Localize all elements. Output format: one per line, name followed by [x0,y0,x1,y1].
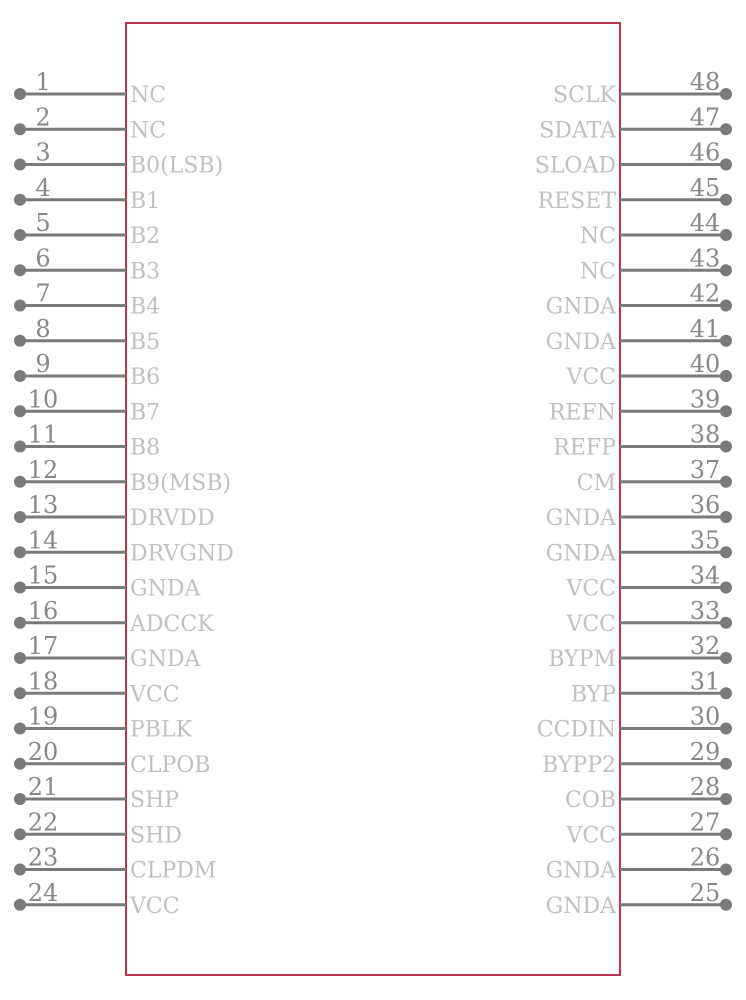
pin-endpoint-dot [720,687,732,699]
pin-endpoint-dot [720,476,732,488]
pin-number: 44 [689,209,721,237]
pin-number: 43 [689,244,721,273]
pin-number: 37 [689,455,721,484]
pin-endpoint-dot [14,88,26,100]
pin-number: 8 [35,314,51,343]
pin-number: 35 [689,526,721,555]
pin-10 [14,385,160,425]
pin-30 [537,703,732,743]
pin-name-label: CCDIN [536,717,616,743]
pin-40 [565,350,732,390]
pin-endpoint-dot [720,405,732,417]
pin-9 [14,350,160,390]
pin-endpoint-dot [720,335,732,347]
pin-number: 9 [35,350,51,378]
pin-endpoint-dot [720,88,732,100]
pin-endpoint-dot [720,123,732,135]
pin-endpoint-dot [720,511,732,523]
pin-33 [565,597,732,637]
pin-17 [14,632,201,672]
pin-35 [546,526,732,566]
pin-number: 21 [27,773,59,801]
pin-26 [546,844,732,884]
pin-name-label: B4 [130,294,161,320]
pin-endpoint-dot [14,194,26,206]
pin-12 [14,456,231,496]
pin-name-label: SDATA [539,118,616,144]
pin-number: 29 [689,737,721,766]
pin-number: 11 [27,420,59,449]
pin-endpoint-dot [720,300,732,312]
pin-number: 4 [35,173,51,202]
pin-name-label: BYPM [548,647,616,672]
pin-endpoint-dot [720,546,732,558]
pin-name-label: NC [579,224,616,249]
pin-name-label: GNDA [545,294,616,320]
pin-endpoint-dot [14,617,26,629]
pin-name-label: GNDA [130,576,201,602]
pin-16 [14,597,214,637]
pin-21 [14,773,179,813]
pin-6 [14,244,160,284]
pin-number: 20 [27,737,59,766]
pin-endpoint-dot [14,229,26,241]
pin-endpoint-dot [720,828,732,840]
pin-number: 23 [27,843,59,872]
pin-endpoint-dot [720,758,732,770]
pin-38 [553,421,732,461]
pin-endpoint-dot [14,123,26,135]
pin-44 [580,209,732,249]
pin-endpoint-dot [14,441,26,453]
pin-number: 38 [689,420,721,449]
pin-22 [14,808,182,848]
pin-endpoint-dot [14,652,26,664]
pin-name-label: ADCCK [130,611,214,637]
pin-endpoint-dot [14,758,26,770]
pin-endpoint-dot [720,582,732,594]
pin-number: 34 [689,561,721,590]
pin-number: 1 [35,68,51,96]
right-pin-column [535,68,732,919]
pin-number: 2 [35,103,51,132]
pin-number: 47 [689,103,721,132]
pin-number: 26 [689,843,721,872]
pin-endpoint-dot [720,229,732,241]
pin-25 [546,879,732,919]
left-pin-column [14,68,234,919]
pin-41 [546,315,732,355]
pin-name-label: GNDA [545,858,616,884]
pin-name-label: RESET [537,188,616,214]
pin-name-label: NC [130,83,167,108]
pin-48 [553,68,732,108]
pin-name-label: B7 [130,400,161,426]
pin-number: 16 [27,596,59,625]
pin-endpoint-dot [14,300,26,312]
pin-number: 31 [689,667,721,696]
pin-number: 28 [689,773,721,801]
pin-number: 40 [689,350,721,378]
pin-name-label: VCC [566,576,616,602]
pin-7 [14,280,160,320]
pin-name-label: SHP [130,788,180,813]
pin-name-label: B5 [130,329,161,355]
pin-name-label: VCC [130,682,180,708]
pin-19 [14,703,193,743]
pin-number: 22 [27,808,59,837]
pin-number: 39 [689,385,721,414]
pin-number: 6 [35,244,51,273]
pin-endpoint-dot [720,370,732,382]
pin-endpoint-dot [720,864,732,876]
pin-2 [14,103,166,143]
pin-name-label: B8 [130,435,161,461]
pin-name-label: B0(LSB) [130,153,224,179]
pin-number: 32 [689,632,721,660]
pin-number: 41 [689,314,721,343]
pin-name-label: BYP [570,682,616,708]
pin-1 [14,68,166,108]
pin-endpoint-dot [14,723,26,735]
pin-name-label: SCLK [553,83,616,108]
pin-name-label: COB [564,788,616,813]
pin-endpoint-dot [720,264,732,276]
pin-39 [549,385,732,425]
pin-number: 10 [27,385,59,414]
pin-endpoint-dot [720,899,732,911]
pin-31 [571,667,732,707]
pin-endpoint-dot [720,793,732,805]
pin-endpoint-dot [14,335,26,347]
pin-endpoint-dot [14,264,26,276]
pin-name-label: CLPDM [130,858,217,884]
pin-number: 14 [27,526,59,555]
pin-name-label: GNDA [545,893,616,919]
pin-45 [538,174,732,214]
pin-number: 45 [689,173,721,202]
pin-11 [14,421,160,461]
pin-number: 36 [689,491,721,519]
pin-name-label: BYPP2 [542,752,616,778]
pin-name-label: CLPOB [130,752,211,778]
pin-name-label: VCC [566,611,616,637]
pin-13 [14,491,215,531]
pin-number: 27 [689,808,721,837]
pin-name-label: B6 [130,365,161,390]
pin-number: 17 [27,632,59,660]
pin-endpoint-dot [14,864,26,876]
pin-36 [546,491,732,531]
pin-name-label: NC [130,118,167,144]
pin-name-label: REFP [553,435,616,461]
pin-endpoint-dot [720,441,732,453]
pin-number: 42 [689,279,721,308]
pin-23 [14,844,216,884]
pin-name-label: NC [579,259,616,285]
pin-28 [565,773,732,813]
pin-endpoint-dot [14,159,26,171]
pin-24 [14,879,180,919]
pin-name-label: GNDA [130,647,201,672]
pin-number: 7 [35,279,51,308]
pin-47 [539,103,732,143]
pin-name-label: VCC [566,823,616,849]
pin-endpoint-dot [14,582,26,594]
pin-27 [565,808,732,848]
pin-name-label: B1 [130,188,161,214]
pin-name-label: SLOAD [534,153,616,179]
pin-name-label: DRVGND [130,541,234,567]
pin-number: 19 [27,702,59,731]
pin-name-label: SHD [130,823,182,849]
pin-number: 46 [689,138,721,167]
pin-name-label: VCC [566,365,616,390]
pin-endpoint-dot [14,793,26,805]
pin-endpoint-dot [720,159,732,171]
pin-endpoint-dot [14,511,26,523]
pin-name-label: B3 [130,259,161,285]
pin-5 [14,209,160,249]
pin-37 [577,456,732,496]
pin-number: 18 [27,667,59,696]
pin-endpoint-dot [14,546,26,558]
pin-name-label: GNDA [545,541,616,567]
pin-endpoint-dot [14,899,26,911]
pin-number: 48 [689,68,721,96]
pin-3 [14,139,223,179]
pin-endpoint-dot [14,370,26,382]
pin-name-label: DRVDD [130,506,215,531]
pin-name-label: VCC [130,893,180,919]
pin-14 [14,526,234,566]
pin-number: 24 [27,878,59,907]
pin-name-label: PBLK [130,717,193,743]
pin-18 [14,667,180,707]
pin-29 [542,738,732,778]
pin-43 [580,244,732,284]
pin-endpoint-dot [14,828,26,840]
pin-name-label: GNDA [545,506,616,531]
pin-endpoint-dot [720,617,732,629]
pin-42 [546,280,732,320]
pin-endpoint-dot [720,652,732,664]
pin-number: 13 [27,491,59,519]
pin-20 [14,738,210,778]
pin-number: 15 [27,561,59,590]
pin-endpoint-dot [14,476,26,488]
pin-number: 25 [689,878,721,907]
pin-number: 3 [35,138,51,167]
pin-46 [535,139,732,179]
pin-4 [14,174,160,214]
pin-name-label: REFN [548,400,616,426]
pin-15 [14,562,201,602]
pin-name-label: GNDA [545,329,616,355]
pin-name-label: B9(MSB) [130,470,232,496]
pin-34 [565,562,732,602]
pin-endpoint-dot [14,405,26,417]
pin-number: 33 [689,596,721,625]
pin-endpoint-dot [14,687,26,699]
pin-endpoint-dot [720,723,732,735]
pin-32 [548,632,732,672]
pin-name-label: B2 [130,224,161,249]
pin-8 [14,315,160,355]
pin-endpoint-dot [720,194,732,206]
pin-number: 5 [35,209,51,237]
pin-number: 12 [27,455,59,484]
pin-name-label: CM [576,470,616,496]
pin-number: 30 [689,702,721,731]
